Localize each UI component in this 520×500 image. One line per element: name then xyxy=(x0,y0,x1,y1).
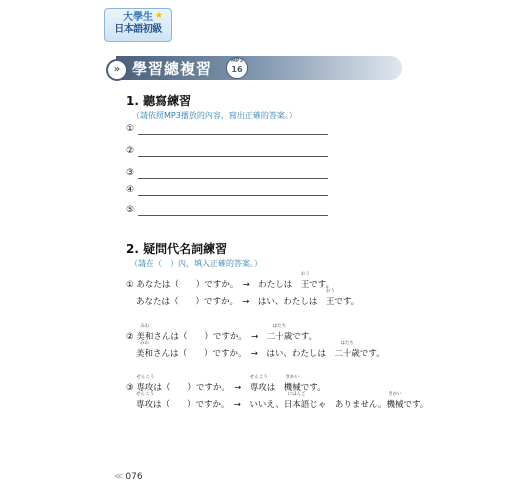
answer-blank xyxy=(138,195,328,196)
section1-heading: 1. 聽寫練習 xyxy=(126,94,192,108)
answer-marker: ① xyxy=(126,124,135,134)
double-chevron-left-icon: ≪ xyxy=(114,472,124,482)
question-text: です。 xyxy=(403,400,429,410)
question-1b xyxy=(136,289,360,307)
ruby-word xyxy=(249,375,268,393)
kanji: 専攻 xyxy=(136,400,154,410)
ruby-word xyxy=(325,289,335,307)
section2-instruction: （請在（ ）內，填入正確的答案。） xyxy=(130,259,262,268)
banner-title: 學習總複習 xyxy=(132,60,213,78)
furigana: おう xyxy=(300,272,310,277)
chevron-right-icon: » xyxy=(106,59,128,81)
furigana: はたち xyxy=(340,341,354,346)
section-banner xyxy=(113,56,402,80)
kanji: 王 xyxy=(300,280,310,290)
ruby-word xyxy=(334,341,360,359)
mp3-label: MP3 xyxy=(230,58,244,64)
question-text: は xyxy=(266,383,284,393)
furigana: おう xyxy=(325,289,335,294)
question-text: じゃ ありません。 xyxy=(309,400,387,410)
ruby-word xyxy=(386,392,404,410)
question-text: です。 xyxy=(309,280,335,290)
page-number-text: 076 xyxy=(125,472,143,482)
answer-marker: ④ xyxy=(126,185,135,195)
question-text: あなたは（ ）ですか。 → わたしは xyxy=(136,280,301,290)
question-text: は（ ）ですか。 → xyxy=(153,383,250,393)
question-text: さんは（ ）ですか。 → xyxy=(153,332,267,342)
kanji: 日本語 xyxy=(283,400,310,410)
answer-marker: ⑤ xyxy=(126,205,135,215)
furigana: せんこう xyxy=(249,375,268,380)
page-number xyxy=(114,472,143,482)
question-1a xyxy=(126,272,335,290)
question-text: です。 xyxy=(334,297,360,307)
kanji: 美和 xyxy=(136,349,154,359)
kanji: 機械 xyxy=(386,400,404,410)
answer-blank xyxy=(138,215,328,216)
star-icon: ★ xyxy=(154,11,163,21)
answer-marker: ② xyxy=(126,146,135,156)
book-logo xyxy=(104,8,172,42)
answer-blank xyxy=(138,178,328,179)
logo-line-2: 日本語初級 xyxy=(114,24,162,35)
question-number: ② xyxy=(126,332,134,342)
kanji: 美和 xyxy=(136,332,154,342)
ruby-word xyxy=(283,392,310,410)
kanji: 専攻 xyxy=(249,383,267,393)
question-text: さんは（ ）ですか。 → はい、わたしは xyxy=(153,349,335,359)
kanji: 二十歳 xyxy=(334,349,360,359)
question-2a xyxy=(126,324,318,342)
ruby-word xyxy=(266,324,293,342)
section1-instruction: （請依照MP3播放的內容，寫出正確的答案。） xyxy=(132,111,297,120)
kanji: 王 xyxy=(325,297,335,307)
section2-heading: 2. 疑問代名詞練習 xyxy=(126,242,228,256)
ruby-word xyxy=(136,341,154,359)
logo-line-1: 大學生 xyxy=(123,12,153,23)
question-number: ① xyxy=(126,280,134,290)
mp3-track-badge xyxy=(226,57,248,79)
furigana: せんこう xyxy=(136,375,155,380)
answer-marker: ③ xyxy=(126,168,135,178)
question-number: ③ xyxy=(126,383,134,393)
answer-blank xyxy=(138,156,328,157)
question-text: あなたは（ ）ですか。 → はい、わたしは xyxy=(136,297,326,307)
question-text: です。 xyxy=(300,383,326,393)
answer-blank xyxy=(138,134,328,135)
question-2b xyxy=(136,341,385,359)
question-text: です。 xyxy=(359,349,385,359)
furigana: みわ xyxy=(140,341,149,346)
question-text: は（ ）ですか。 → いいえ、 xyxy=(153,400,284,410)
kanji: 二十歳 xyxy=(266,332,293,342)
ruby-word xyxy=(136,392,154,410)
mp3-track-number: 16 xyxy=(231,65,243,74)
furigana: みわ xyxy=(140,324,150,329)
furigana: きかい xyxy=(285,375,299,380)
furigana: はたち xyxy=(272,324,287,329)
furigana: せんこう xyxy=(136,392,154,397)
kanji: 機械 xyxy=(283,383,301,393)
kanji: 専攻 xyxy=(136,383,154,393)
question-text: です。 xyxy=(292,332,318,342)
question-3b xyxy=(136,392,429,410)
furigana: きかい xyxy=(388,392,402,397)
ruby-word xyxy=(300,272,310,290)
furigana: にほんご xyxy=(287,392,306,397)
